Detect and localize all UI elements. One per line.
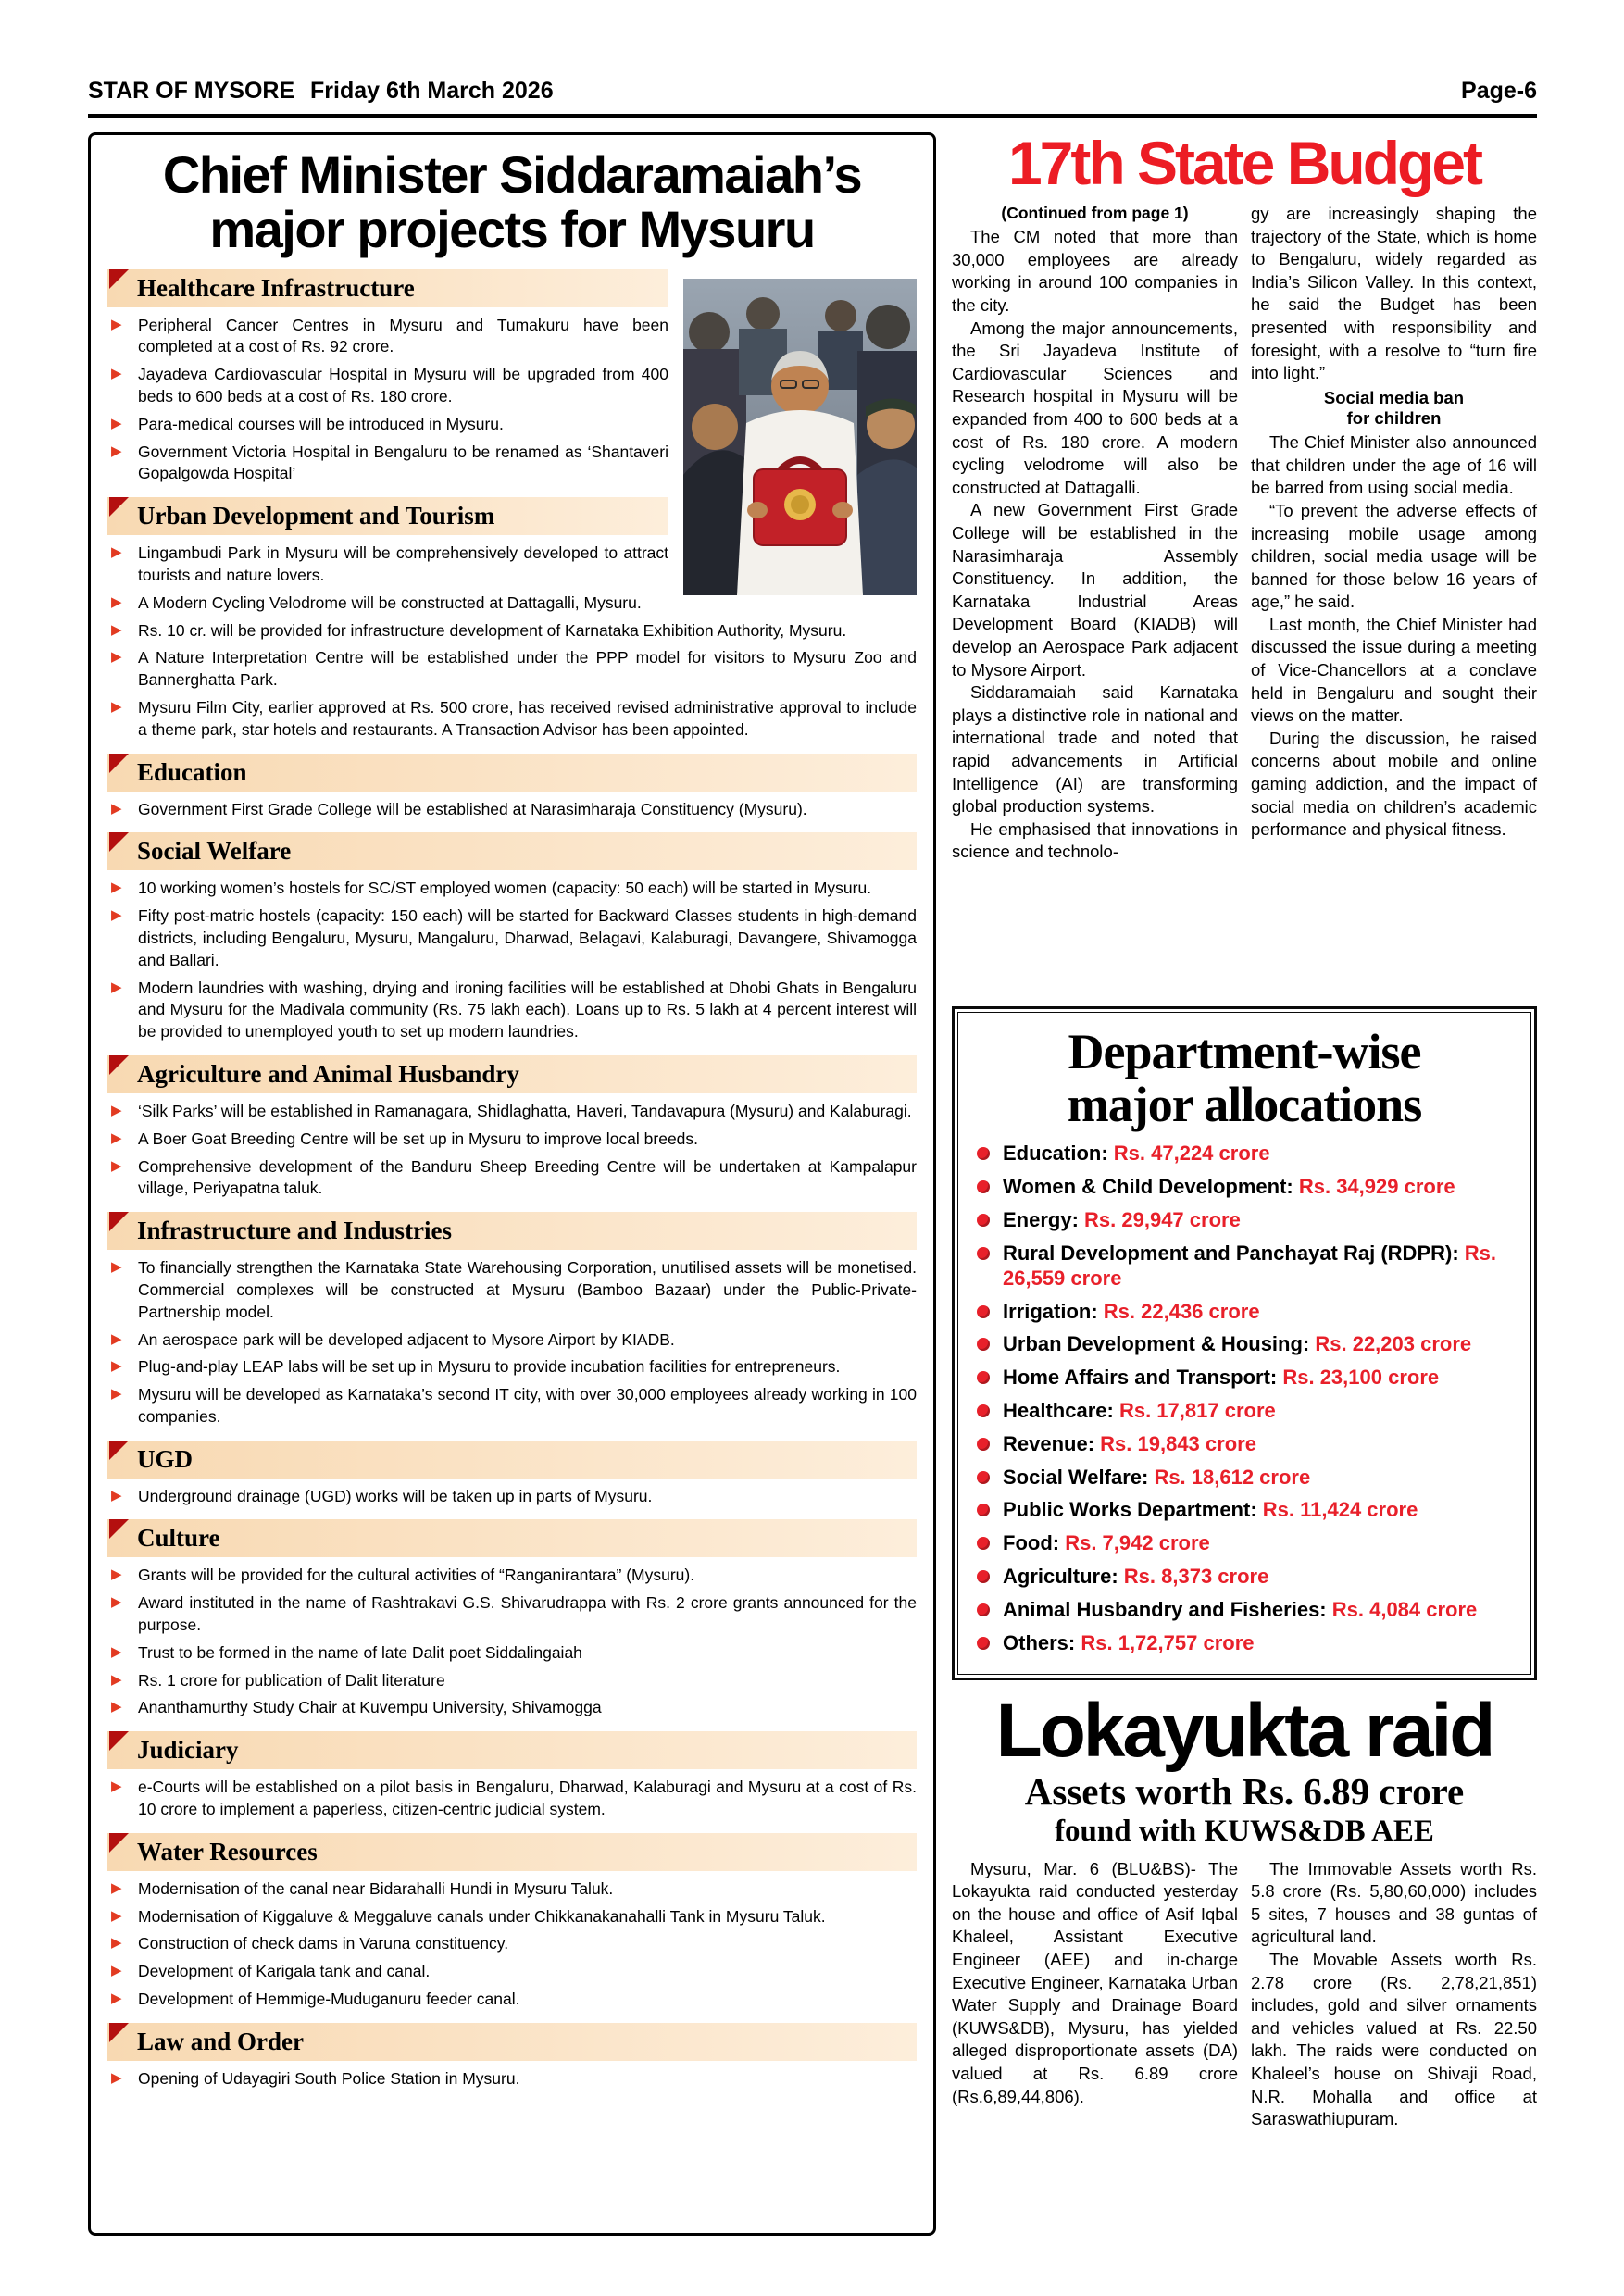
bullet-dot-icon [977,1147,990,1160]
article-body [106,269,918,2090]
bullet-list [106,543,918,741]
bullet-text: Para-medical courses will be introduced in Mysuru. [138,414,504,433]
bullet-text: Underground drainage (UGD) works will be taken up in parts of Mysuru. [138,1486,653,1505]
allocation-label: Social Welfare: [1003,1465,1155,1489]
bullet-item [107,543,917,587]
section-heading [107,1441,917,1479]
page-date: Friday 6th March 2026 [310,78,554,104]
article-section [106,1212,918,1429]
bullet-text: Ananthamurthy Study Chair at Kuvempu University, Shivamogga [138,1698,602,1717]
lokayukta-column-1 [952,1858,1238,2131]
bullet-text: Rs. 10 cr. will be provided for infrastructure development of Karnataka Exhibition Authority, Mysuru. [138,620,847,640]
allocation-value: Rs. 8,373 crore [1123,1565,1269,1589]
allocation-label: Women & Child Development: [1003,1175,1299,1199]
column-subhead: Social media ban for children [1323,387,1465,428]
corner-flag-icon [109,1212,129,1231]
continued-note: (Continued from page 1) [1001,204,1189,222]
section-heading-label: Water Resources [137,1837,318,1866]
paragraph: gy are increasingly shaping the trajectory of the State, which is home to Bengaluru, widely regarded as India’s Silicon Valley. In this context, he said the Budget has been presented with responsibility and foresight, with a resolve to “turn fire into light.” [1251,204,1537,383]
section-heading-label: Infrastructure and Industries [137,1217,453,1245]
section-heading-label: Judiciary [137,1736,239,1765]
allocations-title-line2: major allocations [1067,1076,1422,1132]
bullet-text: An aerospace park will be developed adjacent to Mysore Airport by KIADB. [138,1329,675,1349]
bullet-text: Development of Hemmige-Muduganuru feeder canal. [138,1990,520,2009]
bullet-list [106,878,918,1043]
lokayukta-columns [952,1858,1537,2131]
section-heading [107,1731,917,1769]
bullet-item [107,1565,917,1587]
article-section [106,1833,918,2011]
section-heading [107,2023,917,2061]
bullet-item [107,1777,917,1821]
article-section [106,1441,918,1508]
allocation-item [975,1366,1514,1391]
allocations-list [973,1142,1516,1655]
budget-column-2 [1251,203,1537,864]
bullet-item [107,1933,917,1955]
bullet-dot-icon [977,1371,990,1384]
bullet-item [107,1592,917,1637]
paragraph: Mysuru, Mar. 6 (BLU&BS)- The Lokayukta raid conducted yesterday on the house and office of Asif Iqbal Khaleel, Assistant Executive Engineer (AEE) and in-charge Executive Engineer, Karnataka Urban Water Supply and Drainage Board (KUWS&DB), Mysuru, has yielded alleged disproportionate assets (DA) valued at Rs. 6.89 crore (Rs.6,89,44,806). [952,1858,1238,2106]
bullet-text: 10 working women’s hostels for SC/ST employed women (capacity: 50 each) will be started in Mysuru. [138,879,872,898]
bullet-text: Government Victoria Hospital in Bengaluru to be renamed as ‘Shantaveri Gopalgowda Hospital’ [138,442,668,483]
bullet-item [107,315,917,359]
bullet-arrow-icon: ▶ [111,1879,122,1896]
allocation-item [975,1399,1514,1424]
bullet-item [107,1906,917,1928]
allocation-value: Rs. 34,929 crore [1298,1175,1455,1199]
allocation-item [975,1598,1514,1623]
bullet-item [107,1670,917,1692]
allocation-item [975,1332,1514,1357]
bullet-text: e-Courts will be established on a pilot basis in Bengaluru, Dharwad, Kalaburagi and Mysuru at a cost of Rs. 10 crore to implement a paperless, citizen-centric judicial system. [138,1778,917,1819]
paragraph: The Chief Minister also announced that children under the age of 16 will be barred from using social media. [1251,432,1537,498]
bullet-arrow-icon: ▶ [111,1778,122,1795]
budget-article [952,129,1537,993]
bullet-arrow-icon: ▶ [111,698,122,715]
paragraph: The Immovable Assets worth Rs. 5.8 crore (Rs. 5,80,60,000) includes 5 sites, 7 houses and 38 guntas of agricultural land. [1251,1858,1537,1947]
bullet-dot-icon [977,1438,990,1451]
section-heading-label: Law and Order [137,2027,305,2055]
bullet-dot-icon [977,1471,990,1484]
allocation-value: Rs. 47,224 crore [1113,1142,1270,1166]
bullet-text: Jayadeva Cardiovascular Hospital in Mysuru will be upgraded from 400 beds to 600 beds at a cost of Rs. 180 crore. [138,365,668,406]
section-heading [107,1212,917,1250]
bullet-arrow-icon: ▶ [111,1330,122,1347]
bullet-text: Plug-and-play LEAP labs will be set up in Mysuru to provide incubation facilities for entrepreneurs. [138,1357,841,1377]
bullet-item [107,799,917,821]
bullet-text: ‘Silk Parks’ will be established in Ramanagara, Shidlaghatta, Haveri, Tandavapura (Mysuru) and Kalaburagi. [138,1101,912,1120]
allocation-item [975,1242,1514,1292]
bullet-arrow-icon: ▶ [111,1487,122,1504]
allocation-value: Rs. 23,100 crore [1282,1366,1440,1390]
bullet-text: Award instituted in the name of Rashtrakavi G.S. Shivarudrappa with Rs. 2 crore grants announced for the purpose. [138,1593,917,1635]
bullet-item [107,2068,917,2090]
paragraph: The CM noted that more than 30,000 employees are already working in around 100 companies in the city. [952,227,1238,316]
allocation-item [975,1498,1514,1523]
budget-columns [952,203,1537,864]
bullet-arrow-icon: ▶ [111,593,122,610]
bullet-item [107,1101,917,1123]
corner-flag-icon [109,832,129,852]
section-heading [107,497,668,535]
bullet-item [107,414,917,436]
corner-flag-icon [109,2023,129,2042]
section-heading [107,832,917,870]
bullet-item [107,978,917,1043]
allocation-label: Food: [1003,1531,1066,1555]
bullet-item [107,593,917,615]
bullet-arrow-icon: ▶ [111,1963,122,1979]
bullet-arrow-icon: ▶ [111,1102,122,1118]
bullet-item [107,364,917,408]
bullet-dot-icon [977,1247,990,1260]
bullet-arrow-icon: ▶ [111,800,122,817]
lokayukta-subhead-1: Assets worth Rs. 6.89 crore [1024,1769,1465,1813]
bullet-dot-icon [977,1338,990,1351]
cm-projects-article [88,132,936,2236]
allocation-value: Rs. 11,424 crore [1262,1498,1418,1522]
bullet-arrow-icon: ▶ [111,443,122,459]
bullet-text: Modernisation of Kiggaluve & Meggaluve canals under Chikkanakanahalli Tank in Mysuru Taluk. [138,1906,826,1926]
page-content [88,129,1537,2236]
allocation-value: Rs. 19,843 crore [1100,1431,1256,1455]
bullet-dot-icon [977,1305,990,1318]
bullet-text: A Nature Interpretation Centre will be established under the PPP model for visitors to Mysuru Zoo and Bannerghatta Park. [138,648,917,690]
bullet-list [106,1777,918,1821]
bullet-text: Mysuru Film City, earlier approved at Rs. 500 crore, has received revised administrative approval to include a theme park, star hotels and restaurants. A Transaction Advisor has been appointed. [138,697,917,739]
allocation-label: Agriculture: [1003,1565,1124,1589]
section-heading [107,1055,917,1093]
bullet-arrow-icon: ▶ [111,316,122,332]
bullet-arrow-icon: ▶ [111,1157,122,1174]
allocation-value: Rs. 22,436 crore [1103,1299,1260,1323]
bullet-text: A Boer Goat Breeding Centre will be set up in Mysuru to improve local breeds. [138,1129,699,1148]
bullet-arrow-icon: ▶ [111,1907,122,1924]
allocation-item [975,1208,1514,1233]
article-section [106,1731,918,1821]
bullet-item [107,1257,917,1323]
allocation-value: Rs. 18,612 crore [1154,1465,1311,1489]
section-heading-label: Agriculture and Animal Husbandry [137,1059,519,1088]
sections-container [106,269,918,2090]
allocation-label: Urban Development & Housing: [1003,1332,1316,1356]
section-heading [107,754,917,792]
section-heading-label: UGD [137,1444,193,1473]
section-heading-label: Healthcare Infrastructure [137,273,415,302]
bullet-text: Mysuru will be developed as Karnataka’s second IT city, with over 30,000 employees already working in 100 companies. [138,1385,917,1426]
page-number: Page-6 [1461,78,1537,104]
allocation-value: Rs. 29,947 crore [1084,1208,1241,1232]
masthead: STAR OF MYSORE [88,78,295,104]
allocation-item [975,1432,1514,1457]
bullet-arrow-icon: ▶ [111,1129,122,1146]
section-heading-label: Culture [137,1524,220,1553]
bullet-item [107,1356,917,1379]
allocations-title [973,1026,1516,1130]
bullet-arrow-icon: ▶ [111,544,122,561]
bullet-arrow-icon: ▶ [111,1643,122,1660]
bullet-list [106,1878,918,2011]
allocation-item [975,1466,1514,1491]
bullet-text: Comprehensive development of the Banduru Sheep Breeding Centre will be undertaken at Kampalapur village, Periyapatna taluk. [138,1156,917,1198]
bullet-arrow-icon: ▶ [111,1566,122,1583]
paragraph: “To prevent the adverse effects of increasing mobile usage among children, social media usage will be banned for those below 16 years of age,” he said. [1251,500,1537,612]
paragraph: He emphasised that innovations in science and technolo- [952,818,1238,862]
allocation-item [975,1631,1514,1656]
bullet-arrow-icon: ▶ [111,907,122,924]
bullet-arrow-icon: ▶ [111,649,122,666]
article-title-line2: major projects for Mysuru [209,199,815,258]
bullet-item [107,1329,917,1352]
paragraph: Siddaramaiah said Karnataka plays a distinctive role in national and international trade and noted that rapid advancements in Artificial Intelligence (AI) are transforming global production systems. [952,682,1238,817]
allocation-value: Rs. 26,559 crore [1003,1241,1497,1290]
allocations-box [952,1006,1537,1680]
bullet-arrow-icon: ▶ [111,1990,122,2007]
bullet-arrow-icon: ▶ [111,1699,122,1716]
bullet-arrow-icon: ▶ [111,621,122,638]
article-section [106,1519,918,1719]
bullet-item [107,1129,917,1151]
bullet-text: Government First Grade College will be established at Narasimharaja Constituency (Mysuru). [138,799,807,818]
paragraph: Last month, the Chief Minister had discussed the issue during a meeting of Vice-Chancellors at a conclave held in Bengaluru and sought their views on the matter. [1251,614,1537,726]
allocations-inner [957,1012,1531,1675]
allocation-item [975,1300,1514,1325]
bullet-dot-icon [977,1404,990,1417]
right-rail [952,129,1537,2131]
bullet-item [107,1642,917,1665]
bullet-dot-icon [977,1214,990,1227]
bullet-item [107,442,917,486]
bullet-item [107,878,917,900]
bullet-arrow-icon: ▶ [111,1594,122,1611]
bullet-text: Modernisation of the canal near Bidarahalli Hundi in Mysuru Taluk. [138,1878,614,1898]
allocation-label: Others: [1003,1630,1081,1654]
bullet-arrow-icon: ▶ [111,415,122,431]
bullet-text: Construction of check dams in Varuna constituency. [138,1934,509,1953]
allocation-item [975,1531,1514,1556]
allocation-label: Energy: [1003,1208,1085,1232]
section-heading-label: Social Welfare [137,837,292,866]
bullet-item [107,1878,917,1901]
bullet-item [107,697,917,742]
corner-flag-icon [109,497,129,517]
bullet-list [106,1257,918,1429]
allocation-item [975,1175,1514,1200]
allocation-value: Rs. 1,72,757 crore [1081,1630,1255,1654]
bullet-text: Rs. 1 crore for publication of Dalit literature [138,1670,445,1690]
bullet-text: To financially strengthen the Karnataka State Warehousing Corporation, unutilised assets will be monetised. Commercial complexes will be constructed at Mysuru (Bamboo Bazaar) under the Public-Private-Partnership model. [138,1258,917,1321]
page-header [88,78,1537,118]
bullet-arrow-icon: ▶ [111,979,122,995]
bullet-dot-icon [977,1180,990,1193]
lokayukta-subhead-2: found with KUWS&DB AEE [1055,1814,1434,1848]
bullet-item [107,1697,917,1719]
allocation-label: Revenue: [1003,1431,1101,1455]
bullet-arrow-icon: ▶ [111,1358,122,1375]
article-title [106,145,918,258]
bullet-list [106,2068,918,2090]
paragraph: A new Government First Grade College will be established in the Narasimharaja Assembly Constituency. In addition, the Karnataka Industrial Areas Development Board (KIADB) will develop an Aerospace Park adjacent to Mysore Airport. [952,500,1238,680]
bullet-arrow-icon: ▶ [111,1386,122,1403]
bullet-text: Grants will be provided for the cultural activities of “Ranganirantara” (Mysuru). [138,1566,695,1585]
bullet-arrow-icon: ▶ [111,880,122,896]
bullet-text: Lingambudi Park in Mysuru will be comprehensively developed to attract tourists and nature lovers. [138,543,668,584]
bullet-arrow-icon: ▶ [111,2069,122,2086]
budget-column-1 [952,203,1238,864]
allocation-label: Public Works Department: [1003,1498,1263,1522]
bullet-text: Trust to be formed in the name of late Dalit poet Siddalingaiah [138,1642,582,1662]
bullet-list [106,799,918,821]
corner-flag-icon [109,754,129,773]
bullet-list [106,1486,918,1508]
bullet-dot-icon [977,1537,990,1550]
allocations-title-line1: Department-wise [1068,1024,1421,1079]
bullet-dot-icon [977,1637,990,1650]
section-heading [107,1519,917,1557]
bullet-dot-icon [977,1603,990,1616]
bullet-text: Development of Karigala tank and canal. [138,1962,431,1981]
lokayukta-headline: Lokayukta raid [995,1688,1493,1773]
bullet-list [106,1565,918,1719]
corner-flag-icon [109,1833,129,1853]
bullet-item [107,1384,917,1429]
bullet-dot-icon [977,1570,990,1583]
bullet-item [107,1486,917,1508]
corner-flag-icon [109,1519,129,1539]
bullet-item [107,1961,917,1983]
allocation-label: Rural Development and Panchayat Raj (RDPR): [1003,1241,1465,1265]
allocation-label: Animal Husbandry and Fisheries: [1003,1597,1332,1621]
bullet-item [107,905,917,971]
bullet-arrow-icon: ▶ [111,1671,122,1688]
bullet-text: Peripheral Cancer Centres in Mysuru and Tumakuru have been completed at a cost of Rs. 92 crore. [138,315,668,356]
allocation-item [975,1142,1514,1167]
corner-flag-icon [109,1731,129,1751]
bullet-item [107,1989,917,2011]
allocation-value: Rs. 7,942 crore [1065,1531,1210,1555]
bullet-text: Modern laundries with washing, drying and ironing facilities will be established at Dhobi Ghats in Bengaluru and Mysuru for the Madivala community (Rs. 75 lakh each). Loans up to Rs. 5 lakh at 4 percent interest will be provided to unemployed youth to set up modern laundries. [138,978,917,1042]
bullet-text: A Modern Cycling Velodrome will be constructed at Dattagalli, Mysuru. [138,593,642,612]
corner-flag-icon [109,269,129,289]
corner-flag-icon [109,1441,129,1460]
bullet-list [106,315,918,486]
lokayukta-column-2 [1251,1858,1537,2131]
allocation-label: Irrigation: [1003,1299,1104,1323]
article-section [106,832,918,1043]
bullet-item [107,620,917,643]
allocation-value: Rs. 4,084 crore [1331,1597,1478,1621]
section-heading [107,269,668,307]
article-section [106,1055,918,1200]
bullet-text: Fifty post-matric hostels (capacity: 150 each) will be started for Backward Classes students in high-demand districts, including Bengaluru, Mysuru, Mangaluru, Dharwad, Belagavi, Kalaburagi, Davangere, Shivamogga and Ballari. [138,906,917,969]
bullet-item [107,1156,917,1201]
paragraph: The Movable Assets worth Rs. 2.78 crore (Rs. 2,78,21,851) includes, gold and silver ornaments and vehicles valued at Rs. 22.50 lakh. The raids were conducted on Khaleel’s house on Shivaji Road, N.R. Mohalla and office at Saraswathiupuram. [1251,1949,1537,2129]
budget-headline: 17th State Budget [1007,129,1481,197]
article-section [106,754,918,821]
section-heading-label: Education [137,757,247,786]
bullet-dot-icon [977,1504,990,1516]
allocation-value: Rs. 22,203 crore [1315,1332,1472,1356]
paragraph: Among the major announcements, the Sri Jayadeva Institute of Cardiovascular Sciences and Research hospital in Mysuru will be expanded from 400 to 600 beds at a cost of Rs. 180 crore. A modern cycling velodrome will also be constructed at Dattagalli. [952,318,1238,497]
corner-flag-icon [109,1055,129,1075]
bullet-arrow-icon: ▶ [111,1259,122,1276]
lokayukta-article [952,1688,1537,2131]
allocation-label: Healthcare: [1003,1399,1119,1422]
allocation-label: Education: [1003,1142,1114,1166]
section-heading [107,1833,917,1871]
bullet-item [107,647,917,692]
allocation-value: Rs. 17,817 crore [1118,1399,1276,1422]
article-title-line1: Chief Minister Siddaramaiah’s [162,145,862,204]
allocation-label: Home Affairs and Transport: [1003,1366,1283,1390]
bullet-arrow-icon: ▶ [111,366,122,382]
bullet-list [106,1101,918,1200]
bullet-text: Opening of Udayagiri South Police Station in Mysuru. [138,2068,520,2088]
article-section [106,2023,918,2090]
allocation-item [975,1565,1514,1590]
bullet-arrow-icon: ▶ [111,1935,122,1952]
section-heading-label: Urban Development and Tourism [137,502,495,530]
paragraph: During the discussion, he raised concerns about mobile and online gaming addiction, and the impact of social media on children’s academic performance and physical fitness. [1251,728,1537,840]
